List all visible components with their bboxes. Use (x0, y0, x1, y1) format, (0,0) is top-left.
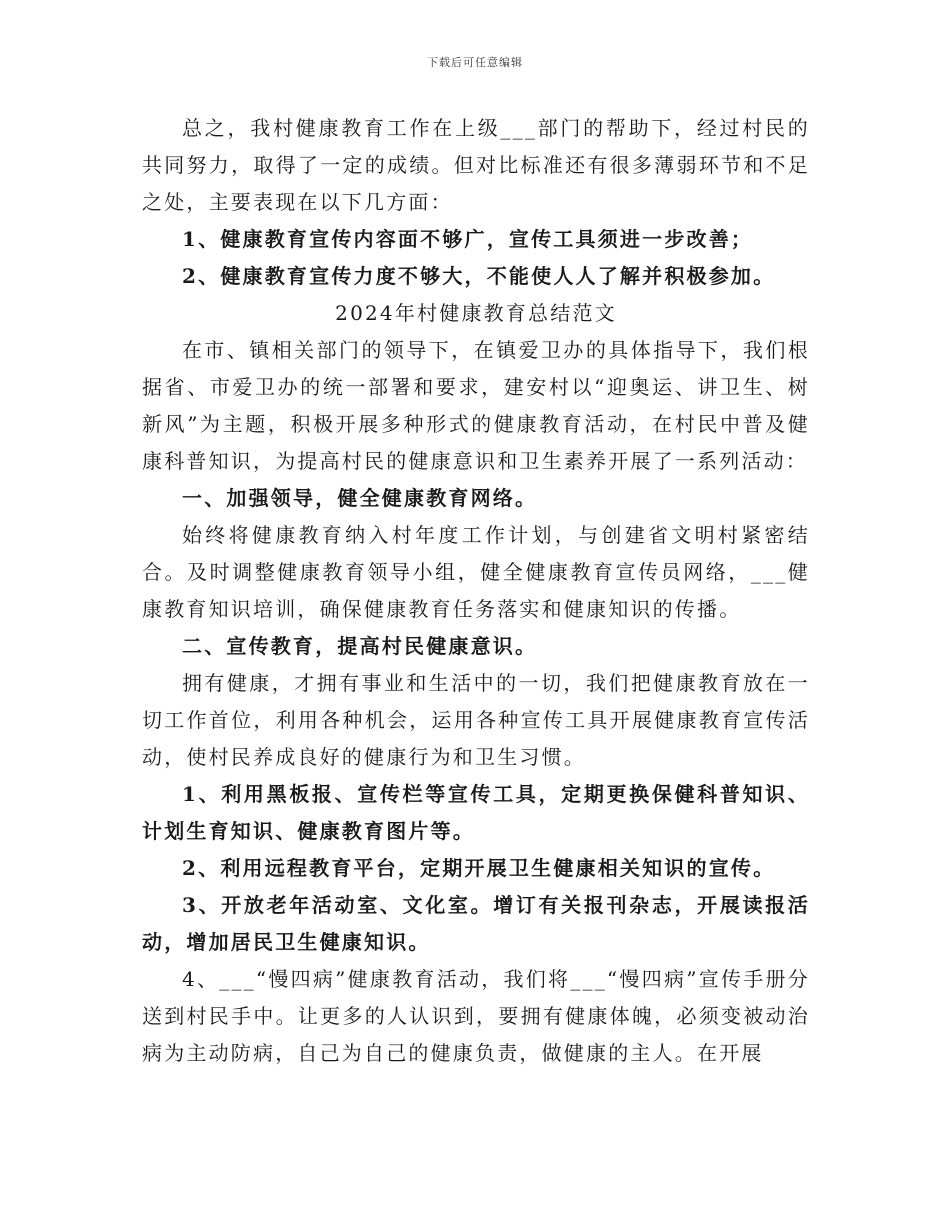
paragraph-intro: 在市、镇相关部门的领导下，在镇爱卫办的具体指导下，我们根据省、市爱卫办的统一部署和要求，建安村以“迎奥运、讲卫生、树新风”为主题，积极开展多种形式的健康教育活动，在村民中普及健康科普知识，为提高村民的健康意识和卫生素养开展了一系列活动： (142, 338, 810, 473)
list-item-5: 3、开放老年活动室、文化室。增订有关报刊杂志，开展读报活动，增加居民卫生健康知识。 (142, 893, 810, 954)
list-item-6: 4、___“慢四病”健康教育活动，我们将___“慢四病”宣传手册分送到村民手中。让更多的人认识到，要拥有健康体魄，必须变被动治病为主动防病，自己为自己的健康负责，做健康的主人。在开展 (142, 967, 810, 1065)
list-item-2: 2、健康教育宣传力度不够大，不能使人人了解并积极参加。 (182, 264, 776, 288)
section-heading-2: 二、宣传教育，提高村民健康意识。 (182, 634, 538, 658)
document-title: 2024年村健康教育总结范文 (335, 301, 617, 325)
list-item-1: 1、健康教育宣传内容面不够广，宣传工具须进一步改善； (182, 227, 754, 251)
document-body (142, 110, 810, 1072)
list-item-3: 1、利用黑板报、宣传栏等宣传工具，定期更换保健科普知识、计划生育知识、健康教育图片等。 (142, 782, 810, 843)
section-heading-1: 一、加强领导，健全健康教育网络。 (182, 486, 538, 510)
paragraph-section-1: 始终将健康教育纳入村年度工作计划，与创建省文明村紧密结合。及时调整健康教育领导小组，健全健康教育宣传员网络，___健康教育知识培训，确保健康教育任务落实和健康知识的传播。 (142, 523, 810, 621)
paragraph-summary: 总之，我村健康教育工作在上级___部门的帮助下，经过村民的共同努力，取得了一定的成绩。但对比标准还有很多薄弱环节和不足之处，主要表现在以下几方面： (142, 116, 810, 214)
page-header: 下载后可任意编辑 (427, 56, 523, 69)
paragraph-section-2: 拥有健康，才拥有事业和生活中的一切，我们把健康教育放在一切工作首位，利用各种机会，运用各种宣传工具开展健康教育宣传活动，使村民养成良好的健康行为和卫生习惯。 (142, 671, 810, 769)
list-item-4: 2、利用远程教育平台，定期开展卫生健康相关知识的宣传。 (182, 856, 776, 880)
